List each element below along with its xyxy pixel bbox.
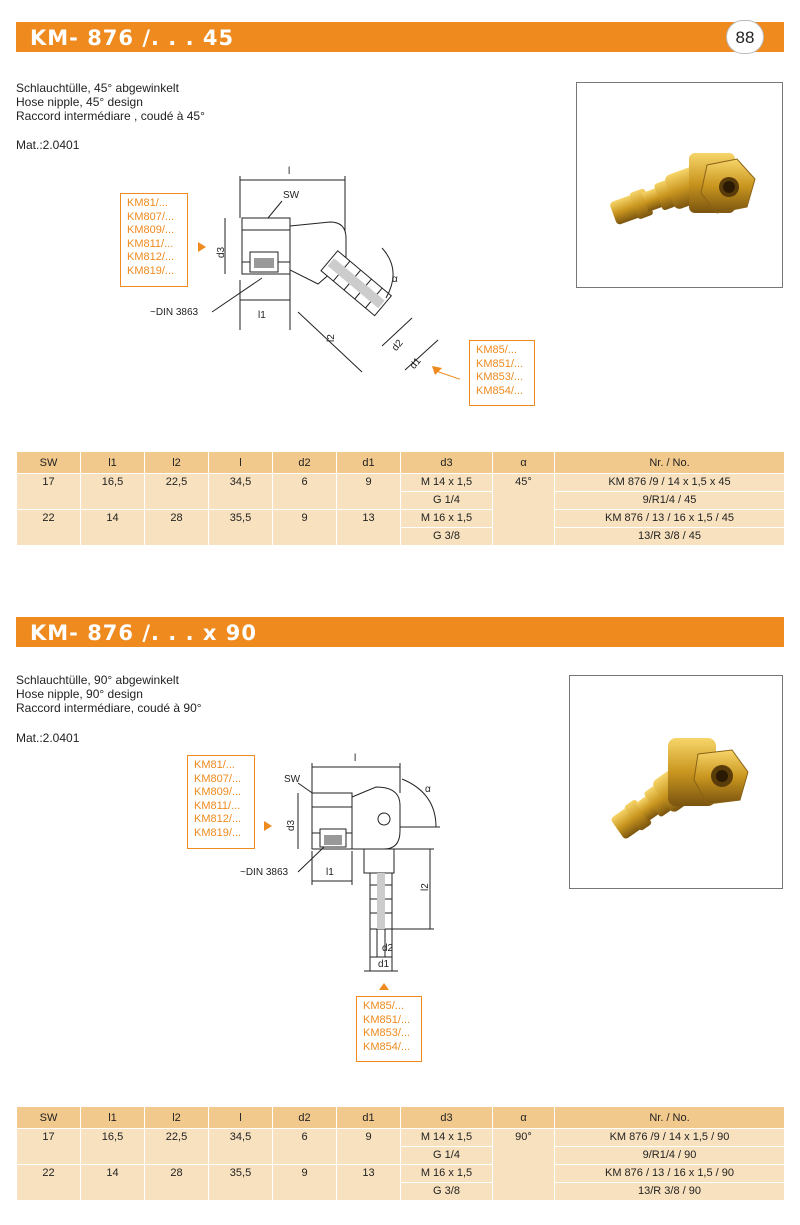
table-cell: 35,5 xyxy=(209,1165,273,1201)
table-row xyxy=(17,474,785,492)
table-cell: 9 xyxy=(337,1129,401,1165)
table-row xyxy=(17,1165,785,1183)
dim-label-sw: SW xyxy=(284,774,301,785)
list-item: KM811/... xyxy=(127,237,174,250)
table-cell: KM 876 /9 / 14 x 1,5 / 90 xyxy=(555,1129,785,1147)
list-item: KM807/... xyxy=(194,772,242,785)
list-item: KM851/... xyxy=(363,1013,411,1026)
dim-label-alpha: α xyxy=(392,274,398,285)
table-cell: M 16 x 1,5 xyxy=(401,510,493,528)
section-header-90 xyxy=(16,617,784,647)
col-header: l xyxy=(209,1107,273,1129)
list-item: KM853/... xyxy=(476,371,524,384)
table-cell: 6 xyxy=(273,1129,337,1165)
din-label: ~DIN 3863 xyxy=(240,867,289,878)
dim-label-d1: d1 xyxy=(378,959,390,970)
description-fr: Raccord intermédiare , coudé à 45° xyxy=(16,109,205,123)
arrow-up-icon xyxy=(432,366,442,375)
col-header: α xyxy=(493,452,555,474)
table-cell: 28 xyxy=(145,510,209,546)
material: Mat.:2.0401 xyxy=(16,731,80,745)
list-item: KM85/... xyxy=(363,1000,404,1012)
list-item: KM851/... xyxy=(476,357,524,370)
section-header-45 xyxy=(16,22,784,52)
table-cell: 9 xyxy=(337,474,401,510)
table-cell: G 1/4 xyxy=(401,1147,493,1165)
table-cell: 28 xyxy=(145,1165,209,1201)
col-header: l1 xyxy=(81,1107,145,1129)
dim-label-alpha: α xyxy=(425,784,431,795)
col-header: d1 xyxy=(337,452,401,474)
list-item: KM811/... xyxy=(194,799,241,812)
table-cell: 45° xyxy=(493,474,555,546)
table-cell: 34,5 xyxy=(209,1129,273,1165)
product-photo-45 xyxy=(576,82,783,288)
description-en: Hose nipple, 45° design xyxy=(16,95,143,109)
table-cell: 14 xyxy=(81,510,145,546)
spec-table-45 xyxy=(16,451,785,546)
list-item: KM81/... xyxy=(194,759,235,771)
table-cell: 9/R1/4 / 45 xyxy=(555,492,785,510)
dim-label-l1: l1 xyxy=(258,310,266,321)
table-cell: G 3/8 xyxy=(401,528,493,546)
table-cell: M 14 x 1,5 xyxy=(401,474,493,492)
table-row xyxy=(17,510,785,528)
compatible-hose-list xyxy=(356,996,422,1062)
dim-label-l2: l2 xyxy=(420,883,431,891)
table-cell: 22,5 xyxy=(145,1129,209,1165)
col-header: l2 xyxy=(145,452,209,474)
col-header: l xyxy=(209,452,273,474)
technical-drawing-45 xyxy=(150,160,460,390)
list-item: KM854/... xyxy=(476,384,524,397)
table-cell: G 1/4 xyxy=(401,492,493,510)
arrow-right-icon xyxy=(198,242,206,252)
description-en: Hose nipple, 90° design xyxy=(16,687,143,701)
product-photo-90 xyxy=(569,675,783,889)
table-cell: 35,5 xyxy=(209,510,273,546)
dim-label-l1: l1 xyxy=(326,867,334,878)
table-cell: 13/R 3/8 / 90 xyxy=(555,1183,785,1201)
col-header: Nr. / No. xyxy=(555,1107,785,1129)
table-cell: KM 876 / 13 / 16 x 1,5 / 90 xyxy=(555,1165,785,1183)
dim-label-sw: SW xyxy=(283,190,300,201)
technical-drawing-90 xyxy=(240,745,450,995)
list-item: KM853/... xyxy=(363,1027,411,1040)
compatible-hose-list xyxy=(469,340,535,406)
table-cell: 9 xyxy=(273,1165,337,1201)
description xyxy=(16,673,202,715)
material: Mat.:2.0401 xyxy=(16,138,80,152)
table-cell: 17 xyxy=(17,474,81,510)
dim-label-d3: d3 xyxy=(216,246,227,258)
spec-table-90 xyxy=(16,1106,785,1201)
col-header: l2 xyxy=(145,1107,209,1129)
list-item: KM85/... xyxy=(476,344,517,356)
dim-label-d2: d2 xyxy=(382,943,394,954)
col-header: SW xyxy=(17,1107,81,1129)
table-cell: 34,5 xyxy=(209,474,273,510)
section-title: KM- 876 /. . . x 90 xyxy=(30,621,257,645)
description-fr: Raccord intermédiare, coudé à 90° xyxy=(16,701,202,715)
table-cell: 90° xyxy=(493,1129,555,1201)
dim-label-l2: l2 xyxy=(326,334,337,342)
dim-label-l: l xyxy=(354,753,357,764)
list-item: KM812/... xyxy=(127,251,175,264)
table-cell: M 16 x 1,5 xyxy=(401,1165,493,1183)
col-header: d2 xyxy=(273,452,337,474)
table-cell: 22 xyxy=(17,510,81,546)
description-de: Schlauchtülle, 90° abgewinkelt xyxy=(16,673,179,687)
table-cell: 22 xyxy=(17,1165,81,1201)
col-header: α xyxy=(493,1107,555,1129)
table-cell: G 3/8 xyxy=(401,1183,493,1201)
table-cell: 13 xyxy=(337,1165,401,1201)
col-header: d1 xyxy=(337,1107,401,1129)
table-header-row xyxy=(17,1107,785,1129)
table-cell: 6 xyxy=(273,474,337,510)
col-header: SW xyxy=(17,452,81,474)
table-cell: KM 876 / 13 / 16 x 1,5 / 45 xyxy=(555,510,785,528)
list-item: KM819/... xyxy=(194,826,242,839)
dim-label-l: l xyxy=(288,166,291,177)
page-number-badge: 88 xyxy=(726,20,764,54)
table-cell: 13/R 3/8 / 45 xyxy=(555,528,785,546)
table-cell: 9 xyxy=(273,510,337,546)
table-cell: 16,5 xyxy=(81,1129,145,1165)
list-item: KM809/... xyxy=(127,224,175,237)
list-item: KM819/... xyxy=(127,264,175,277)
section-title: KM- 876 /. . . 45 xyxy=(30,26,235,50)
col-header: d3 xyxy=(401,1107,493,1129)
arrow-up-icon xyxy=(379,983,389,990)
table-cell: 16,5 xyxy=(81,474,145,510)
table-row xyxy=(17,1129,785,1147)
table-cell: KM 876 /9 / 14 x 1,5 x 45 xyxy=(555,474,785,492)
list-item: KM81/... xyxy=(127,197,168,209)
col-header: l1 xyxy=(81,452,145,474)
description-de: Schlauchtülle, 45° abgewinkelt xyxy=(16,81,179,95)
dim-label-d2: d2 xyxy=(390,337,406,354)
table-cell: 22,5 xyxy=(145,474,209,510)
table-header-row xyxy=(17,452,785,474)
table-cell: 13 xyxy=(337,510,401,546)
col-header: d2 xyxy=(273,1107,337,1129)
arrow-right-icon xyxy=(264,821,272,831)
dim-label-d3: d3 xyxy=(286,819,297,831)
col-header: Nr. / No. xyxy=(555,452,785,474)
table-cell: 9/R1/4 / 90 xyxy=(555,1147,785,1165)
table-cell: 14 xyxy=(81,1165,145,1201)
list-item: KM809/... xyxy=(194,786,242,799)
dim-label-d1: d1 xyxy=(408,355,424,372)
description xyxy=(16,81,205,123)
list-item: KM854/... xyxy=(363,1040,411,1053)
col-header: d3 xyxy=(401,452,493,474)
list-item: KM807/... xyxy=(127,210,175,223)
table-cell: M 14 x 1,5 xyxy=(401,1129,493,1147)
table-cell: 17 xyxy=(17,1129,81,1165)
din-label: ~DIN 3863 xyxy=(150,307,199,318)
list-item: KM812/... xyxy=(194,813,242,826)
